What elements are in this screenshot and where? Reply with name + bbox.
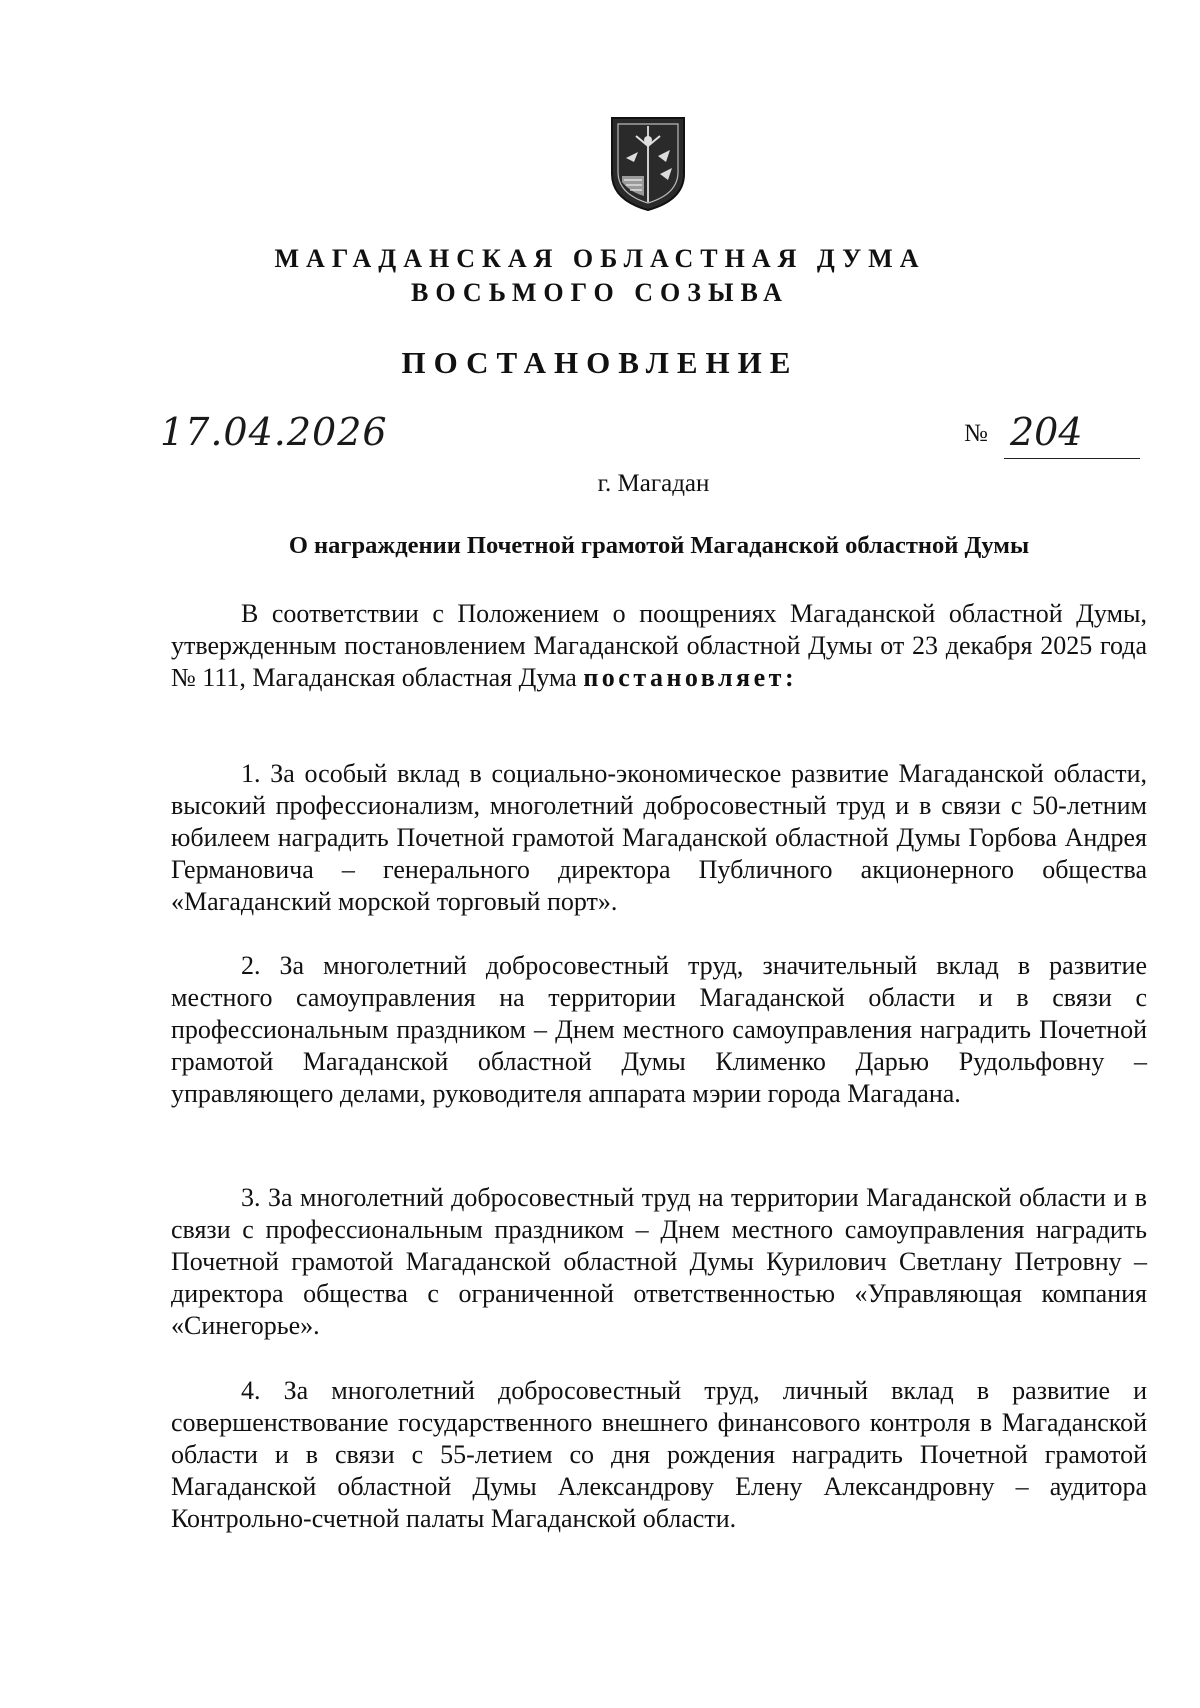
preamble-paragraph [171,598,1147,694]
preamble-text: В соответствии с Положением о поощрениях Магаданской областной Думы, утвержденным постановлением Магаданской областной Думы от 23 декабря 2025 года № 111, Магаданская областная Дума [171,599,1147,692]
award-item-3: 3. За многолетний добросовестный труд на территории Магаданской области и в связи с профессиональным праздником – Днем местного самоуправления наградить Почетной грамотой Магаданской областной Думы Курилович Светлану Петровну – директора общества с ограниченной ответственностью «Управляющая компания «Синегорье». [171,1183,1147,1340]
document-type-heading: ПОСТАНОВЛЕНИЕ [401,345,799,380]
decree-word: постановляет [583,663,785,692]
resolution-date: 17.04.2026 [160,410,388,454]
resolution-number-field [960,410,1140,460]
award-item-2: 2. За многолетний добросовестный труд, значительный вклад в развитие местного самоуправления на территории Магаданской области и в связи с профессиональным праздником – Днем местного самоуправления наградить Почетной грамотой Магаданской областной Думы Клименко Дарью Рудольфовну – управляющего делами, руководителя аппарата мэрии города Магадана. [171,951,1147,1108]
resolution-number: 204 [1010,410,1083,454]
award-item-1: 1. За особый вклад в социально-экономическое развитие Магаданской области, высокий профессионализм, многолетний добросовестный труд и в связи с 50-летним юбилеем наградить Почетной грамотой Магаданской областной Думы Горбова Андрея Германовича – генерального директора Публичного акционерного общества «Магаданский морской торговый порт». [171,759,1147,916]
duma-heading: МАГАДАНСКАЯ ОБЛАСТНАЯ ДУМА [274,244,926,273]
award-item-4: 4. За многолетний добросовестный труд, личный вклад в развитие и совершенствование государственного внешнего финансового контроля в Магаданской области и в связи с 55-летием со дня рождения наградить Почетной грамотой Магаданской областной Думы Александрову Елену Александровну – аудитора Контрольно-счетной палаты Магаданской области. [171,1376,1147,1533]
coat-of-arms-icon [608,116,688,212]
number-underline [1004,458,1140,459]
convocation-heading: ВОСЬМОГО СОЗЫВА [411,278,789,307]
decree-colon: : [784,663,798,692]
resolution-title: О награждении Почетной грамотой Магаданской областной Думы [288,532,1030,559]
number-sign: № [964,420,988,447]
city-line: г. Магадан [597,470,710,497]
